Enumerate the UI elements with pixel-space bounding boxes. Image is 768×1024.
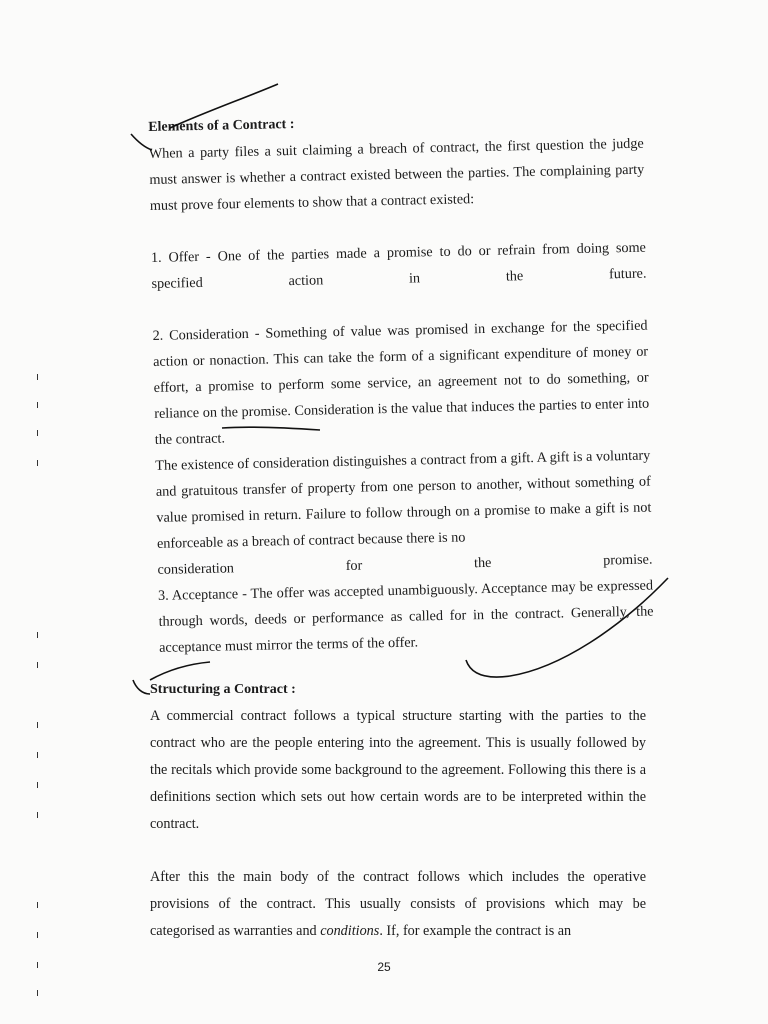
para2-italic: conditions bbox=[320, 923, 380, 939]
offer-line-2: specified action in the future. bbox=[151, 265, 647, 292]
gift-last-line: consideration for the promise. bbox=[157, 551, 653, 578]
scan-edge-mark bbox=[37, 374, 38, 380]
scan-edge-mark bbox=[37, 902, 38, 908]
page-number: 25 bbox=[377, 960, 391, 974]
acceptance-paragraph: 3. Acceptance - The offer was accepted unambiguously. Acceptance may be expressed through words, deeds or performance as called for in the contract. Generally, the acceptance must mirror the terms of the offer. bbox=[157, 577, 654, 656]
scan-edge-mark bbox=[37, 662, 38, 668]
scan-edge-mark bbox=[37, 402, 38, 408]
scan-edge-mark bbox=[37, 460, 38, 466]
structuring-paragraph-1: A commercial contract follows a typical structure starting with the parties to the contract who are the people entering into the agreement. This is usually followed by the recitals which provide some background to the agreement. Following this there is a definitions section which sets out how certain words are to be interpreted within the contract. bbox=[150, 708, 646, 832]
gift-paragraph: The existence of consideration distinguishes a contract from a gift. A gift is a voluntary and gratuitous transfer of property from one person to another, without something of value promised in return. Failure to follow through on a promise to make a gift is not enforceable as a breach of contract because there is no bbox=[155, 447, 652, 552]
scan-edge-mark bbox=[37, 752, 38, 758]
para2-start: After this the main body of the contract follows which includes the operative provisions of the contract. This usually consists of provisions which may be categorised as warranties and bbox=[150, 869, 646, 939]
scan-edge-mark bbox=[37, 962, 38, 968]
scan-edge-mark bbox=[37, 722, 38, 728]
section-heading-structuring: Structuring a Contract : bbox=[150, 682, 296, 697]
intro-paragraph: When a party files a suit claiming a breach of contract, the first question the judge must answer is whether a contract existed between the parties. The complaining party must prove four elements to show that a contract existed: bbox=[148, 135, 645, 214]
para2-end: . If, for example the contract is an bbox=[379, 923, 572, 939]
scan-edge-mark bbox=[37, 782, 38, 788]
scan-edge-mark bbox=[37, 932, 38, 938]
scan-edge-mark bbox=[37, 812, 38, 818]
elements-section bbox=[148, 105, 654, 661]
offer-line-1: 1. Offer - One of the parties made a promise to do or refrain from doing some bbox=[150, 239, 647, 266]
structuring-section bbox=[150, 676, 646, 945]
structuring-paragraph-2 bbox=[150, 864, 646, 945]
pen-stroke-structuring-2 bbox=[133, 680, 150, 694]
scan-edge-mark bbox=[37, 990, 38, 996]
section-heading-elements: Elements of a Contract : bbox=[148, 116, 295, 135]
scan-edge-mark bbox=[37, 632, 38, 638]
consideration-paragraph: 2. Consideration - Something of value was promised in exchange for the specified action or nonaction. This can take the form of a significant expenditure of money or effort, a promise to perform some service, an agreement not to do something, or reliance on the promise. Consideration is the value that induces the parties to enter into the contract. bbox=[152, 317, 650, 448]
scan-edge-mark bbox=[37, 430, 38, 436]
